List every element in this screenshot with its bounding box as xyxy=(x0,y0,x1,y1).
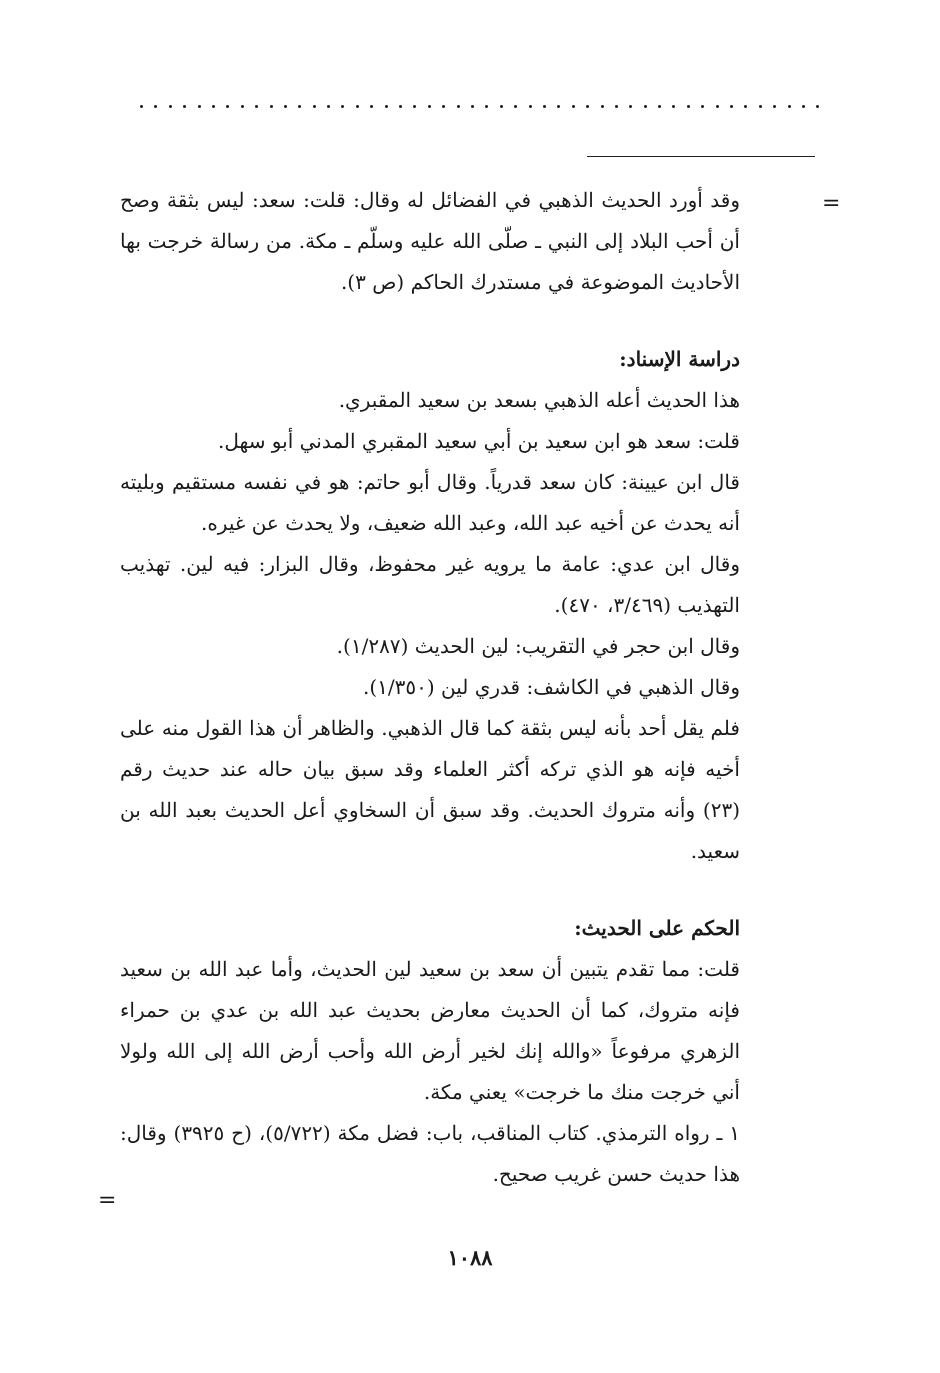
separator-dot xyxy=(543,105,546,108)
separator-dot xyxy=(730,105,733,108)
dotted-separator xyxy=(140,100,820,114)
separator-dot xyxy=(644,105,647,108)
isnad-line: وقال الذهبي في الكاشف: قدري لين (١/٣٥٠). xyxy=(362,675,740,699)
separator-dot xyxy=(572,105,575,108)
separator-dot xyxy=(183,105,186,108)
ruling-heading: الحكم على الحديث: xyxy=(574,916,740,940)
separator-dot xyxy=(327,105,330,108)
footnote-rule xyxy=(587,156,815,157)
separator-dot xyxy=(788,105,791,108)
separator-dot xyxy=(514,105,517,108)
separator-dot xyxy=(485,105,488,108)
isnad-line: هذا الحديث أعله الذهبي بسعد بن سعيد المقبري. xyxy=(338,388,740,412)
isnad-line: وقال ابن حجر في التقريب: لين الحديث (١/٢٨٧). xyxy=(336,634,740,658)
separator-dot xyxy=(471,105,474,108)
separator-dot xyxy=(658,105,661,108)
separator-dot xyxy=(428,105,431,108)
separator-dot xyxy=(773,105,776,108)
separator-dot xyxy=(270,105,273,108)
separator-dot xyxy=(370,105,373,108)
separator-dot xyxy=(744,105,747,108)
isnad-heading: دراسة الإسناد: xyxy=(619,347,740,371)
separator-dot xyxy=(356,105,359,108)
separator-dot xyxy=(385,105,388,108)
separator-dot xyxy=(341,105,344,108)
separator-dot xyxy=(140,105,143,108)
separator-dot xyxy=(399,105,402,108)
isnad-line: قال ابن عيينة: كان سعد قدرياً. وقال أبو حاتم: هو في نفسه مستقيم وبليته أنه يحدث عن أخيه عبد الله، وعبد الله ضعيف، ولا يحدث عن غيره. xyxy=(120,470,740,535)
separator-dot xyxy=(169,105,172,108)
separator-dot xyxy=(601,105,604,108)
separator-dot xyxy=(442,105,445,108)
separator-dot xyxy=(716,105,719,108)
separator-dot xyxy=(759,105,762,108)
separator-dot xyxy=(500,105,503,108)
separator-dot xyxy=(816,105,819,108)
separator-dot xyxy=(212,105,215,108)
separator-dot xyxy=(241,105,244,108)
separator-dot xyxy=(802,105,805,108)
separator-dot xyxy=(154,105,157,108)
page-number: ١٠٨٨ xyxy=(447,1245,493,1270)
page-body xyxy=(120,180,740,1195)
separator-dot xyxy=(284,105,287,108)
isnad-line: فلم يقل أحد بأنه ليس بثقة كما قال الذهبي. والظاهر أن هذا القول منه على أخيه فإنه هو الذي تركه أكثر العلماء وقد سبق بيان حاله عند حديث رقم (٢٣) وأنه متروك الحديث. وقد سبق أن السخاوي أعل الحديث بعبد الله بن سعيد. xyxy=(120,716,740,863)
isnad-line: وقال ابن عدي: عامة ما يرويه غير محفوظ، وقال البزار: فيه لين. تهذيب التهذيب (٣/٤٦٩، ٤٧٠). xyxy=(120,552,740,617)
separator-dot xyxy=(298,105,301,108)
isnad-line: قلت: سعد هو ابن سعيد بن أبي سعيد المقبري المدني أبو سهل. xyxy=(217,429,740,453)
separator-dot xyxy=(672,105,675,108)
ruling-line: قلت: مما تقدم يتبين أن سعد بن سعيد لين الحديث، وأما عبد الله بن سعيد فإنه متروك، كما أن الحديث معارض بحديث عبد الله بن عدي بن حمراء الزهري مرفوعاً «والله إنك لخير أرض الله وأحب أرض الله إلى الله ولولا أني خرجت منك ما خرجت» يعني مكة. xyxy=(120,957,740,1104)
separator-dot xyxy=(701,105,704,108)
separator-dot xyxy=(615,105,618,108)
separator-dot xyxy=(529,105,532,108)
separator-dot xyxy=(226,105,229,108)
separator-dot xyxy=(586,105,589,108)
note-paragraph: وقد أورد الحديث الذهبي في الفضائل له وقال: قلت: سعد: ليس بثقة وصح أن أحب البلاد إلى النبي ـ صلّى الله عليه وسلّم ـ مكة. من رسالة خرجت بها الأحاديث الموضوعة في مستدرك الحاكم (ص ٣). xyxy=(120,188,740,294)
footnote: ١ ـ رواه الترمذي. كتاب المناقب، باب: فضل مكة (٥/٧٢٢)، (ح ٣٩٢٥) وقال: هذا حديث حسن غريب صحيح. xyxy=(120,1121,741,1186)
separator-dot xyxy=(313,105,316,108)
separator-dot xyxy=(255,105,258,108)
continuation-mark-bottom: = xyxy=(98,1188,117,1213)
separator-dot xyxy=(687,105,690,108)
separator-dot xyxy=(557,105,560,108)
separator-dot xyxy=(457,105,460,108)
separator-dot xyxy=(629,105,632,108)
separator-dot xyxy=(198,105,201,108)
continuation-mark-top: = xyxy=(822,191,841,216)
separator-dot xyxy=(413,105,416,108)
